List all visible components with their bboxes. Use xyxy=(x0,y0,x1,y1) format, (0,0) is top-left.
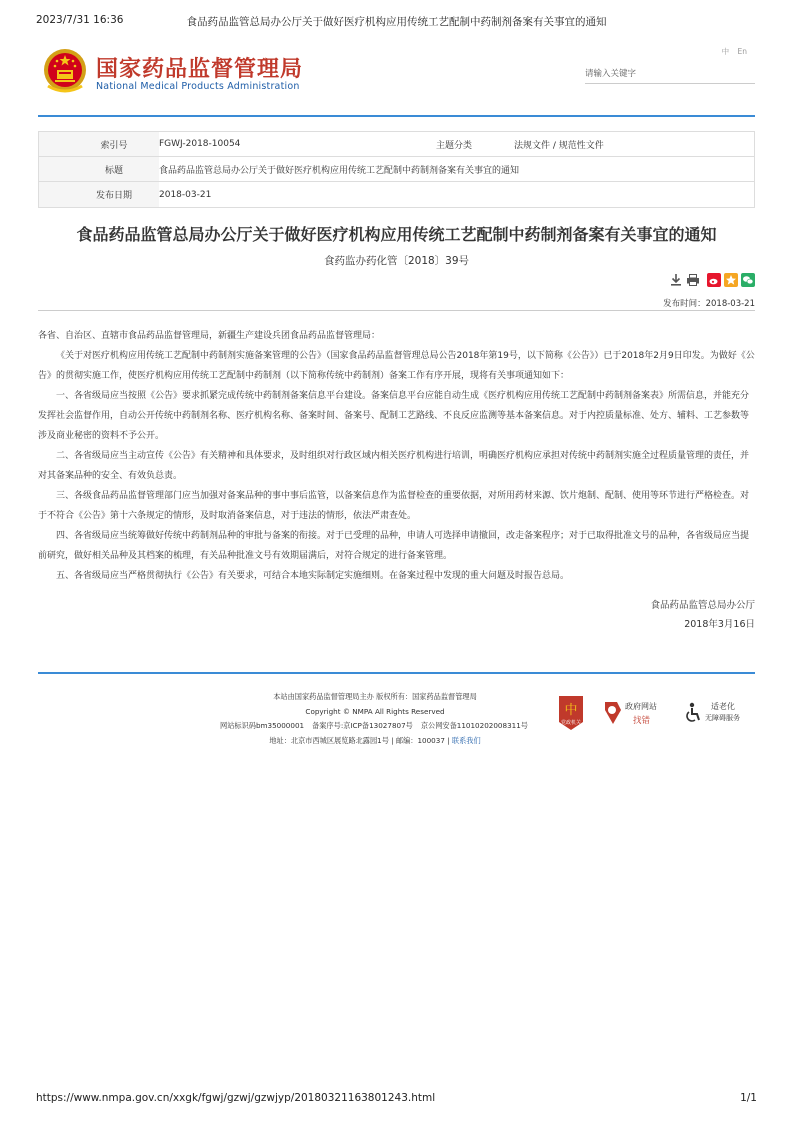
weibo-icon[interactable] xyxy=(707,273,721,287)
index-label: 索引号 xyxy=(39,132,159,156)
print-header xyxy=(36,14,757,30)
wechat-icon[interactable] xyxy=(741,273,755,287)
accessibility-badge[interactable] xyxy=(683,700,753,726)
party-gov-badge[interactable] xyxy=(556,694,586,732)
content-divider xyxy=(38,310,755,311)
svg-text:中: 中 xyxy=(564,703,578,718)
date-value: 2018-03-21 xyxy=(159,189,212,200)
lang-en-link[interactable]: En xyxy=(737,47,747,56)
language-switch xyxy=(716,46,747,57)
document-number: 食药监办药化管〔2018〕39号 xyxy=(323,255,470,267)
share-toolbar xyxy=(666,272,755,288)
date-label: 发布日期 xyxy=(39,182,159,207)
index-value: FGWJ-2018-10054 xyxy=(159,139,241,149)
category-value: 法规文件 / 规范性文件 xyxy=(514,140,604,151)
print-url: https://www.nmpa.gov.cn/xxgk/fgwj/gzwj/gzwjyp/20180321163801243.html xyxy=(36,1092,436,1104)
accessibility-service-label: 无障碍服务 xyxy=(705,714,740,722)
print-page-title: 食品药品监管总局办公厅关于做好医疗机构应用传统工艺配制中药制剂备案有关事宜的通知 xyxy=(186,16,607,28)
party-gov-badge-label: 党政机关 xyxy=(560,720,581,726)
magnifier-icon xyxy=(603,700,623,726)
search-input[interactable]: 请输入关键字 xyxy=(585,62,755,84)
title-value: 食品药品监管总局办公厅关于做好医疗机构应用传统工艺配制中药制剂备案有关事宜的通知 xyxy=(159,165,520,176)
document-title: 食品药品监管总局办公厅关于做好医疗机构应用传统工艺配制中药制剂备案有关事宜的通知 xyxy=(76,225,717,244)
lang-zh-link[interactable]: 中 xyxy=(721,47,730,56)
footer-registration xyxy=(200,719,550,734)
site-header xyxy=(38,44,755,104)
party-gov-badge-icon xyxy=(556,694,586,732)
footer-copyright: Copyright © NMPA All Rights Reserved xyxy=(305,706,445,716)
national-emblem-icon xyxy=(42,46,88,94)
info-row xyxy=(39,157,754,182)
footer-address: 地址：北京市西城区展览路北露园1号 | 邮编：100037 | xyxy=(269,735,450,745)
signature-date: 2018年3月16日 xyxy=(684,619,755,630)
gov-site-label: 政府网站 xyxy=(625,702,657,711)
beian-number[interactable]: 京公网安备11010202008311号 xyxy=(420,721,528,730)
contact-link[interactable]: 联系我们 xyxy=(451,735,481,745)
site-id: 网站标识码bm35000001 xyxy=(220,721,305,730)
site-footer xyxy=(200,690,550,748)
gov-error-report-badge[interactable] xyxy=(603,698,668,728)
print-icon[interactable] xyxy=(686,273,700,287)
find-error-label: 找错 xyxy=(633,716,651,726)
footer-divider xyxy=(38,672,755,674)
header-divider xyxy=(38,115,755,117)
info-row xyxy=(39,132,754,157)
print-timestamp: 2023/7/31 16:36 xyxy=(36,14,124,26)
info-row xyxy=(39,182,754,207)
body-paragraph: 三、各级食品药品监督管理部门应当加强对备案品种的事中事后监管，以备案信息作为监督检查的重要依据，对所用药材来源、饮片炮制、配制、使用等环节进行严格检查。对于不符合《公告》第十六条规定的情形，及时取消备案信息，对于违法的情形，依法严肃查处。 xyxy=(38,491,750,521)
body-paragraph: 一、各省级局应当按照《公告》要求抓紧完成传统中药制剂备案信息平台建设。备案信息平台应能自动生成《医疗机构应用传统工艺配制中药制剂备案表》所需信息，并能充分发挥社会监督作用，自动公开传统中药制剂名称、医疗机构名称、备案时间、备案号、配制工艺路线、不良反应监测等基本备案信息。对于内控质量标准、处方、辅料、工艺参数等涉及商业秘密的资料不予公开。 xyxy=(38,391,750,441)
brand-name-cn[interactable]: 国家药品监督管理局 xyxy=(96,57,304,82)
body-paragraph: 五、各省级局应当严格贯彻执行《公告》有关要求，可结合本地实际制定实施细则。在备案过程中发现的重大问题及时报告总局。 xyxy=(56,571,570,581)
body-salutation: 各省、自治区、直辖市食品药品监督管理局，新疆生产建设兵团食品药品监督管理局： xyxy=(38,331,381,341)
document-info-table xyxy=(38,131,755,208)
footer-address-line xyxy=(200,734,550,749)
download-icon[interactable] xyxy=(669,273,683,287)
category-label: 主题分类 xyxy=(435,140,472,151)
body-paragraph: 《关于对医疗机构应用传统工艺配制中药制剂实施备案管理的公告》（国家食品药品监督管理总局公告2018年第19号，以下简称《公告》）已于2018年2月9日印发。为做好《公告》的贯彻实施工作，使医疗机构应用传统工艺配制中药制剂（以下简称传统中药制剂）备案工作有序开展，现将有关事项通知如下： xyxy=(38,351,755,381)
title-label: 标题 xyxy=(39,157,159,181)
print-page-number: 1/1 xyxy=(740,1092,757,1104)
publish-time: 发布时间：2018-03-21 xyxy=(663,299,755,309)
footer-sponsor: 本站由国家药品监督管理局主办 版权所有：国家药品监督管理局 xyxy=(273,692,477,701)
elderly-friendly-label: 适老化 xyxy=(711,702,735,711)
document-body xyxy=(38,326,755,586)
accessibility-icon xyxy=(683,702,703,724)
brand-name-en[interactable]: National Medical Products Administration xyxy=(96,81,300,92)
icp-number[interactable]: 备案序号:京ICP备13027807号 xyxy=(312,721,413,730)
body-paragraph: 二、各省级局应当主动宣传《公告》有关精神和具体要求，及时组织对行政区域内相关医疗机构进行培训，明确医疗机构应承担对传统中药制剂实施全过程质量管理的责任，并对其备案品种的安全、有效负总责。 xyxy=(38,451,750,481)
body-paragraph: 四、各省级局应当统筹做好传统中药制剂品种的审批与备案的衔接。对于已受理的品种，申请人可选择申请撤回，改走备案程序；对于已取得批准文号的品种，各省级局应当提前研究，做好相关品种及其档案的梳理，有关品种批准文号有效期届满后，对符合规定的进行备案管理。 xyxy=(38,531,750,561)
signature-org: 食品药品监管总局办公厅 xyxy=(650,600,755,611)
qzone-icon[interactable] xyxy=(724,273,738,287)
print-footer xyxy=(36,1092,757,1108)
